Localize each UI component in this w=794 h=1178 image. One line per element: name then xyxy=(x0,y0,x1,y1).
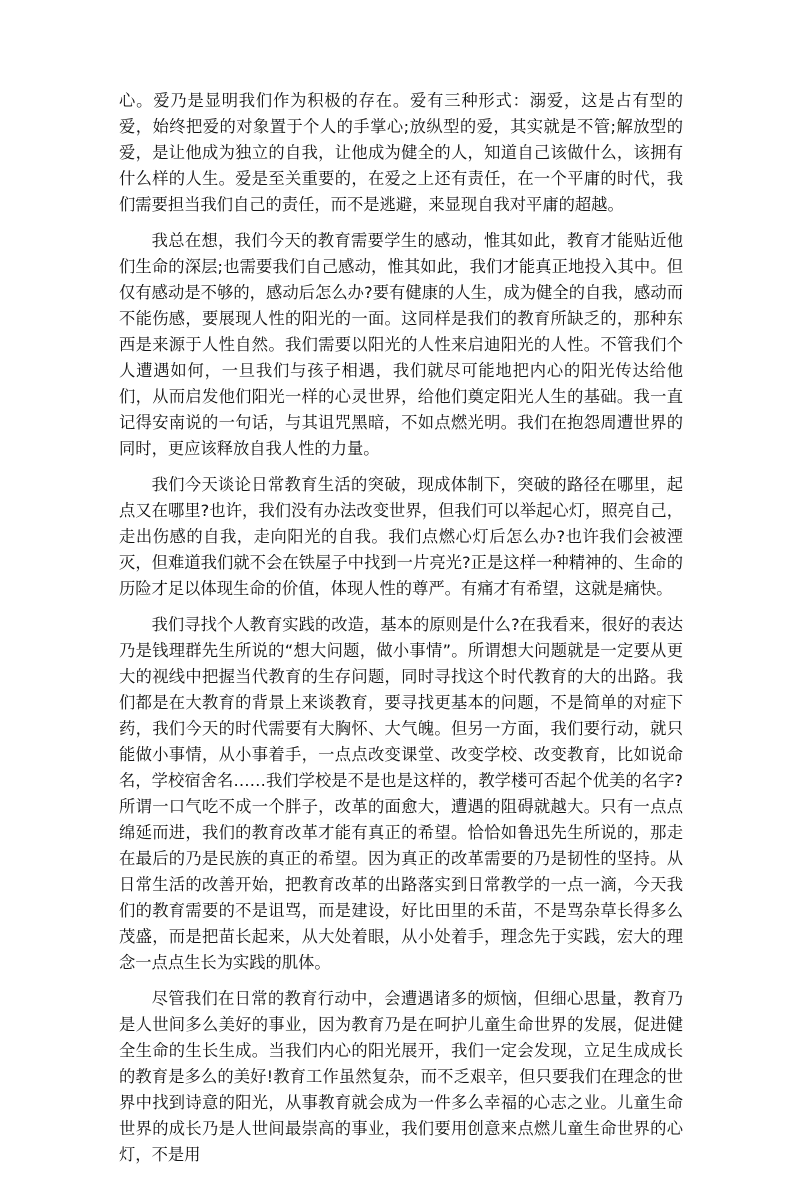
paragraph-breakthrough: 我们今天谈论日常教育生活的突破，现成体制下，突破的路径在哪里，起点又在哪里?也许，我们没有办法改变世界，但我们可以举起心灯，照亮自己，走出伤感的自我，走向阳光的自我。我们点燃心灯后怎么办?也许我们会被湮灭，但难道我们就不会在铁屋子中找到一片亮光?正是这样一种精神的、生命的历险才足以体现生命的价值，体现人性的尊严。有痛才有希望，这就是痛快。 xyxy=(119,475,683,598)
paragraph-education-beauty: 尽管我们在日常的教育行动中，会遭遇诸多的烦恼，但细心思量，教育乃是人世间多么美好的事业，因为教育乃是在呵护儿童生命世界的发展，促进健全生命的生长生成。当我们内心的阳光展开，我们一定会发现，立足生成成长的教育是多么的美好!教育工作虽然复杂，而不乏艰辛，但只要我们在理念的世界中找到诗意的阳光，从事教育就会成为一件多么幸福的心志之业。儿童生命世界的成长乃是人世间最崇高的事业，我们要用创意来点燃儿童生命世界的心灯，不是用 xyxy=(119,989,683,1164)
paragraph-moved-education: 我总在想，我们今天的教育需要学生的感动，惟其如此，教育才能贴近他们生命的深层;也需要我们自己感动，惟其如此，我们才能真正地投入其中。但仅有感动是不够的，感动后怎么办?要有健康的人生，成为健全的自我，感动而不能伤感，要展现人性的阳光的一面。这同样是我们的教育所缺乏的，那种东西是来源于人性自然。我们需要以阳光的人性来启迪阳光的人性。不管我们个人遭遇如何，一旦我们与孩子相遇，我们就尽可能地把内心的阳光传达给他们，从而启发他们阳光一样的心灵世界，给他们奠定阳光人生的基础。我一直记得安南说的一句话，与其诅咒黑暗，不如点燃光明。我们在抱怨周遭世界的同时，更应该释放自我人性的力量。 xyxy=(119,231,683,458)
document-page xyxy=(119,88,683,1178)
paragraph-practice-reform: 我们寻找个人教育实践的改造，基本的原则是什么?在我看来，很好的表达乃是钱理群先生所说的“想大问题，做小事情”。所谓想大问题就是一定要从更大的视线中把握当代教育的生存问题，同时寻找这个时代教育的大的出路。我们都是在大教育的背景上来谈教育，要寻找更基本的问题，不是简单的对症下药，我们今天的时代需要有大胸怀、大气魄。但另一方面，我们要行动，就只能做小事情，从小事着手，一点点改变课堂、改变学校、改变教育，比如说命名，学校宿舍名……我们学校是不是也是这样的，教学楼可否起个优美的名字?所谓一口气吃不成一个胖子，改革的面愈大，遭遇的阻碍就越大。只有一点点绵延而进，我们的教育改革才能有真正的希望。恰恰如鲁迅先生所说的，那走在最后的乃是民族的真正的希望。因为真正的改革需要的乃是韧性的坚持。从日常生活的改善开始，把教育改革的出路落实到日常教学的一点一滴，今天我们的教育需要的不是诅骂，而是建设，好比田里的禾苗，不是骂杂草长得多么茂盛，而是把苗长起来，从大处着眼，从小处着手，理念先于实践，宏大的理念一点点生长为实践的肌体。 xyxy=(119,615,683,972)
paragraph-love-forms: 心。爱乃是显明我们作为积极的存在。爱有三种形式：溺爱，这是占有型的爱，始终把爱的对象置于个人的手掌心;放纵型的爱，其实就是不管;解放型的爱，是让他成为独立的自我，让他成为健全的人，知道自己该做什么，该拥有什么样的人生。爱是至关重要的，在爱之上还有责任，在一个平庸的时代，我们需要担当我们自己的责任，而不是逃避，来显现自我对平庸的超越。 xyxy=(119,91,683,214)
